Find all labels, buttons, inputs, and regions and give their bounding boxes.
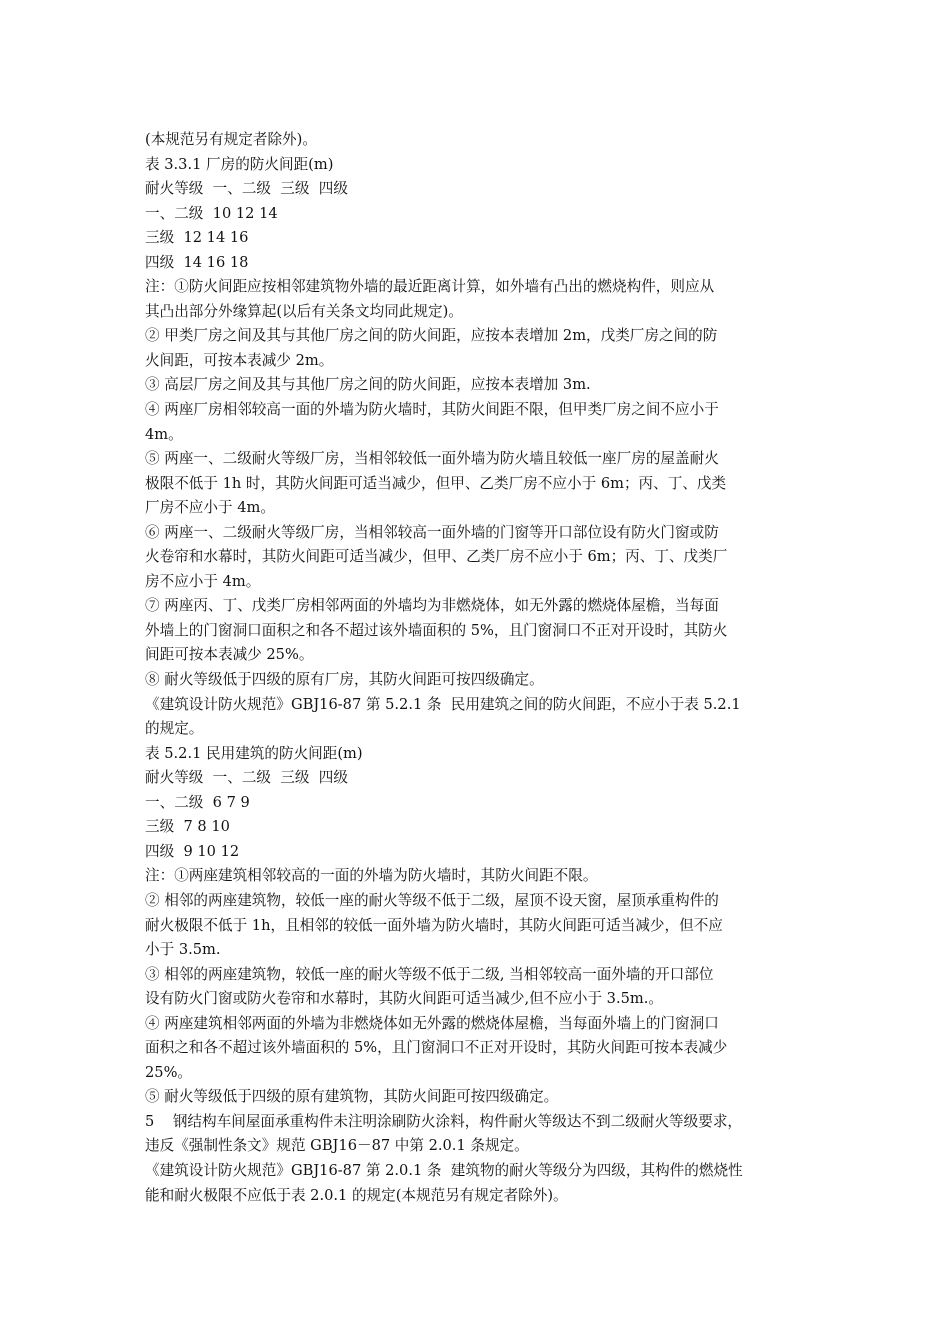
note-line: ⑦ 两座丙、丁、戊类厂房相邻两面的外墙均为非燃烧体，如无外露的燃烧体屋檐，当每面 [145,597,719,615]
note-line: 小于 3.5m. [145,941,221,959]
table-row: 三级 7 8 10 [145,818,230,836]
table-header-row: 耐火等级 一、二级 三级 四级 [145,180,348,198]
note-line: ⑤ 两座一、二级耐火等级厂房，当相邻较低一面外墙为防火墙且较低一座厂房的屋盖耐火 [145,450,719,468]
note-line: 25%。 [145,1063,193,1081]
note-line: 注：①两座建筑相邻较高的一面的外墙为防火墙时，其防火间距不限。 [145,867,598,885]
note-line: 面积之和各不超过该外墙面积的 5%，且门窗洞口不正对开设时，其防火间距可按本表减少 [145,1039,728,1057]
note-line: ③ 高层厂房之间及其与其他厂房之间的防火间距，应按本表增加 3m. [145,376,591,394]
text-line: 能和耐火极限不应低于表 2.0.1 的规定(本规范另有规定者除外)。 [145,1186,568,1204]
table-row: 三级 12 14 16 [145,229,249,247]
table-row: 四级 14 16 18 [145,253,249,271]
note-line: 火间距，可按本表减少 2m。 [145,351,334,369]
note-line: ② 相邻的两座建筑物，较低一座的耐火等级不低于二级，屋顶不设天窗，屋顶承重构件的 [145,891,719,909]
table-row: 四级 9 10 12 [145,842,240,860]
text-line: 5 钢结构车间屋面承重构件未注明涂刷防火涂料，构件耐火等级达不到二级耐火等级要求， [145,1112,743,1130]
note-line: 4m。 [145,425,183,443]
note-line: ⑥ 两座一、二级耐火等级厂房，当相邻较高一面外墙的门窗等开口部位设有防火门窗或防 [145,523,719,541]
note-line: ⑧ 耐火等级低于四级的原有厂房，其防火间距可按四级确定。 [145,671,544,689]
note-line: 其凸出部分外缘算起(以后有关条文均同此规定)。 [145,302,463,320]
note-line: 注：①防火间距应按相邻建筑物外墙的最近距离计算，如外墙有凸出的燃烧构件，则应从 [145,278,715,296]
table-caption: 表 3.3.1 厂房的防火间距(m) [145,155,334,173]
note-line: 厂房不应小于 4m。 [145,499,275,517]
note-line: 设有防火门窗或防火卷帘和水幕时，其防火间距可适当减少,但不应小于 3.5m.。 [145,990,663,1008]
note-line: ② 甲类厂房之间及其与其他厂房之间的防火间距，应按本表增加 2m，戊类厂房之间的防 [145,327,718,345]
table-row: 一、二级 10 12 14 [145,204,278,222]
note-line: 间距可按本表减少 25%。 [145,646,314,664]
text-line: 违反《强制性条文》规范 GBJ16－87 中第 2.0.1 条规定。 [145,1137,529,1155]
text-line: (本规范另有规定者除外)。 [145,131,317,148]
table-header-row: 耐火等级 一、二级 三级 四级 [145,769,348,787]
table-row: 一、二级 6 7 9 [145,793,250,811]
text-line: 《建筑设计防火规范》GBJ16-87 第 5.2.1 条 民用建筑之间的防火间距，不应小于表 5.2.1 [145,695,741,713]
note-line: 房不应小于 4m。 [145,572,261,590]
note-line: ③ 相邻的两座建筑物，较低一座的耐火等级不低于二级, 当相邻较高一面外墙的开口部位 [145,965,714,983]
note-line: ④ 两座建筑相邻两面的外墙为非燃烧体如无外露的燃烧体屋檐，当每面外墙上的门窗洞口 [145,1014,719,1032]
note-line: ④ 两座厂房相邻较高一面的外墙为防火墙时，其防火间距不限，但甲类厂房之间不应小于 [145,401,719,419]
note-line: 耐火极限不低于 1h，且相邻的较低一面外墙为防火墙时，其防火间距可适当减少，但不应 [145,916,723,934]
note-line: 外墙上的门窗洞口面积之和各不超过该外墙面积的 5%，且门窗洞口不正对开设时，其防火 [145,621,728,639]
document-page [145,128,815,1208]
note-line: 火卷帘和水幕时，其防火间距可适当减少，但甲、乙类厂房不应小于 6m；丙、丁、戊类厂 [145,548,728,566]
table-caption: 表 5.2.1 民用建筑的防火间距(m) [145,744,363,762]
note-line: ⑤ 耐火等级低于四级的原有建筑物，其防火间距可按四级确定。 [145,1088,559,1106]
note-line: 极限不低于 1h 时，其防火间距可适当减少，但甲、乙类厂房不应小于 6m；丙、丁、戊类 [145,474,727,492]
text-line: 的规定。 [145,720,204,738]
text-line: 《建筑设计防火规范》GBJ16-87 第 2.0.1 条 建筑物的耐火等级分为四级，其构件的燃烧性 [145,1161,743,1179]
